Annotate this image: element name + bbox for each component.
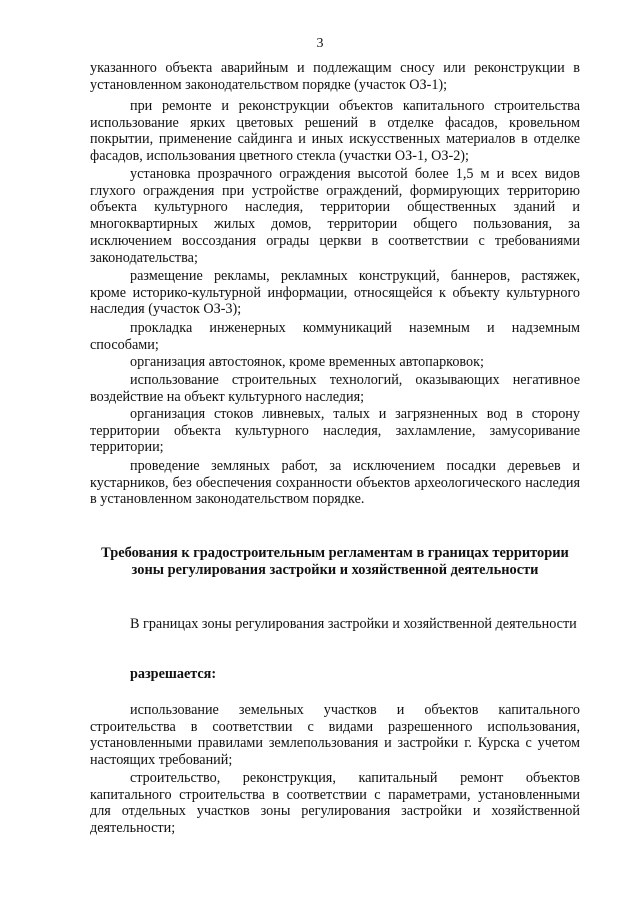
paragraph-utilities-restriction: прокладка инженерных коммуникаций наземным и надземным способами; — [90, 320, 580, 353]
paragraph-fence-restriction: установка прозрачного ограждения высотой более 1,5 м и всех видов глухого ограждения при устройстве ограждений, формирующих территорию объекта культурного наследия, территории общественных зданий и многоквартирных жилых домов, территории общего пользования, за исключением воссоздания ограды церкви в соответствии с требованиями законодательства; — [90, 166, 580, 266]
paragraph-earthworks-restriction: проведение земляных работ, за исключением посадки деревьев и кустарников, без обеспечения сохранности объектов археологического наследия в установленном законодательством порядке. — [90, 458, 580, 508]
paragraph-advertising-restriction: размещение рекламы, рекламных конструкций, баннеров, растяжек, кроме историко-культурной информации, относящейся к объекту культурного наследия (участок ОЗ-3); — [90, 268, 580, 318]
paragraph-land-use-allowed: использование земельных участков и объектов капитального строительства в соответствии с видами разрешенного использования, установленными правилами землепользования и застройки г. Курска с учетом настоящих требований; — [90, 702, 580, 769]
paragraph-parking-restriction: организация автостоянок, кроме временных автопарковок; — [130, 354, 484, 370]
section-heading: Требования к градостроительным регламентам в границах территории зоны регулирования застройки и хозяйственной деятельности — [101, 545, 569, 578]
paragraph-intro: В границах зоны регулирования застройки и хозяйственной деятельности — [130, 616, 577, 632]
paragraph-construction-allowed: строительство, реконструкция, капитальный ремонт объектов капитального строительства в соответствии с параметрами, установленными для отдельных участков зоны регулирования застройки и хозяйственной деятельности; — [90, 770, 580, 837]
page-number: 3 — [316, 36, 324, 51]
paragraph-facade-restriction: при ремонте и реконструкции объектов капитального строительства использование ярких цветовых решений в отделке фасадов, кровельном покрытии, применение сайдинга и иных искусственных материалов в отделке фасадов, использования цветного стекла (участки ОЗ-1, ОЗ-2); — [90, 98, 580, 165]
paragraph-continuation: указанного объекта аварийным и подлежащим сносу или реконструкции в установленном законодательством порядке (участок ОЗ-1); — [90, 60, 580, 93]
paragraph-drainage-restriction: организация стоков ливневых, талых и загрязненных вод в сторону территории объекта культурного наследия, захламление, замусоривание территории; — [90, 406, 580, 456]
allowed-label: разрешается: — [130, 666, 217, 682]
paragraph-technology-restriction: использование строительных технологий, оказывающих негативное воздействие на объект культурного наследия; — [90, 372, 580, 405]
